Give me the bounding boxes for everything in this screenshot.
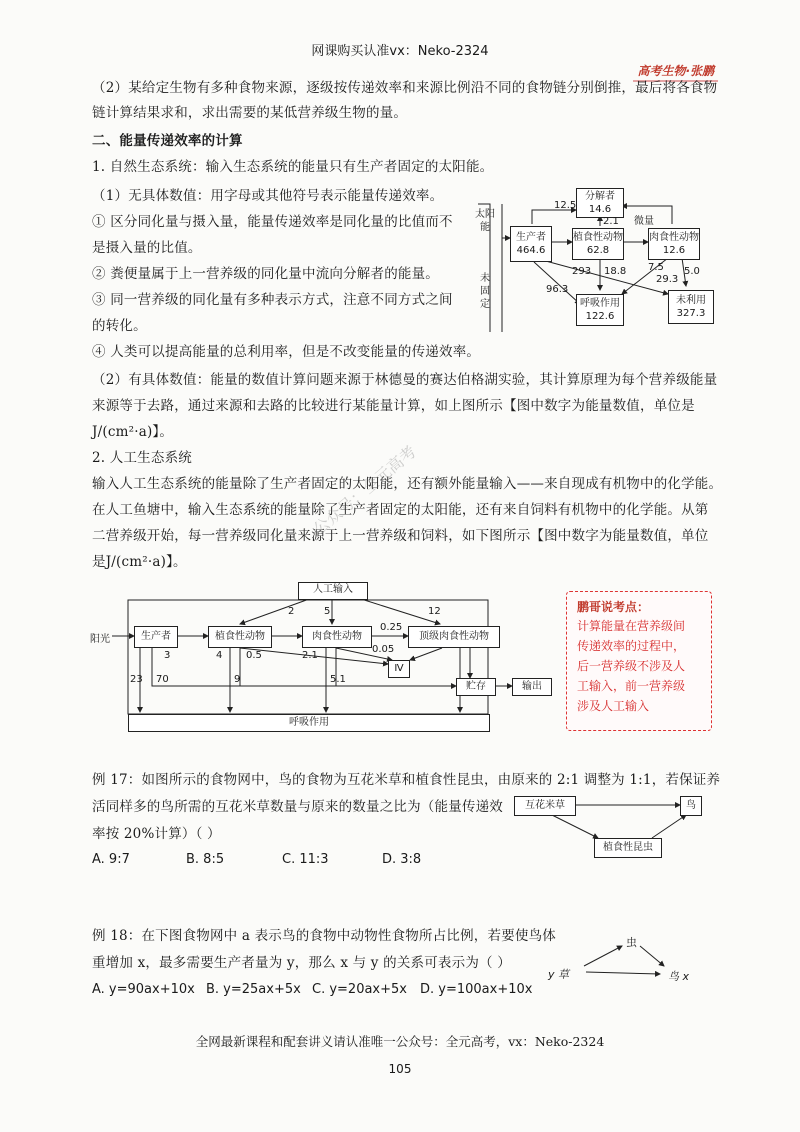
fig2-top-carnivore-box: 顶级肉食性动物 [408, 626, 500, 648]
artificial-ecosystem-title: 2. 人工生态系统 [92, 450, 192, 466]
fig2-label-2: 2 [288, 606, 295, 617]
art-para-line-2: 在人工鱼塘中，输入生态系统的能量除了生产者固定的太阳能，还有来自饲料有机物中的化学能。从第 [92, 502, 709, 518]
fig1-unused-box [668, 290, 714, 324]
fig2-sun-label: 阳光 [90, 634, 110, 645]
artificial-energy-flow-diagram [90, 580, 560, 740]
fig1-decomposer-box [576, 188, 624, 218]
fig2-label-0-25: 0.25 [380, 622, 403, 633]
fig2-output-box: 输出 [512, 678, 552, 696]
fig1-herbivore-box [572, 228, 624, 260]
fig1-decomposer-name: 分解者 [585, 191, 615, 202]
ex18-bird-label: 鸟 x [668, 970, 690, 983]
nat-para2-line-3: J/(cm²·a)】。 [92, 424, 174, 440]
nat-para2-line-1: （2）有具体数值：能量的数值计算问题来源于林德曼的赛达伯格湖实验，其计算原理为每个营养级能量 [92, 372, 718, 388]
section-heading: 二、能量传递效率的计算 [92, 133, 243, 149]
nat-item-7: ④ 人类可以提高能量的总利用率，但是不改变能量的传递效率。 [92, 344, 481, 360]
ex17-option-c[interactable]: C. 11:3 [282, 852, 329, 867]
natural-ecosystem-title: 1. 自然生态系统：输入生态系统的能量只有生产者固定的太阳能。 [92, 159, 494, 175]
fig1-carnivore-box [648, 228, 700, 260]
fig1-label-18-8: 18.8 [604, 266, 627, 277]
fig1-label-weiliang: 微量 [634, 216, 654, 227]
fig1-unused-value: 327.3 [676, 308, 706, 319]
fig2-label-0-05: 0.05 [372, 644, 395, 655]
fig2-input-box: 人工输入 [298, 582, 368, 600]
fig2-label-12: 12 [428, 606, 441, 617]
fig1-respiration-value: 122.6 [585, 311, 615, 322]
art-para-line-4: 是J/(cm²·a)】。 [92, 554, 187, 570]
fig2-producer-box: 生产者 [134, 626, 178, 648]
ex18-option-b[interactable]: B. y=25ax+5x [206, 982, 301, 997]
fig1-label-293: 293 [572, 266, 592, 277]
fig1-label-7-5: 7.5 [648, 262, 664, 273]
fig1-decomposer-value: 14.6 [588, 204, 612, 215]
art-para-line-3: 二营养级开始，每一营养级同化量来源于上一营养级和饲料，如下图所示【图中数字为能量数值，单位 [92, 528, 709, 544]
ex17-option-a[interactable]: A. 9:7 [92, 852, 130, 867]
tip-line-2: 传递效率的过程中， [577, 639, 686, 653]
header-tag: 高考生物·张鹏 [633, 62, 718, 82]
fig2-label-23: 23 [130, 674, 143, 685]
fig2-respiration-box: 呼吸作用 [128, 714, 490, 732]
fig1-sun-label: 太阳能 [475, 209, 495, 233]
ex18-line-1: 例 18：在下图食物网中 a 表示鸟的食物中动物性食物所占比例，若要使鸟体 [92, 928, 556, 944]
tip-line-1: 计算能量在营养级间 [577, 619, 686, 633]
fig1-respiration-box [576, 294, 624, 326]
top-watermark: 网课购买认准vx：Neko-2324 [311, 44, 489, 59]
ex17-option-b[interactable]: B. 8:5 [186, 852, 225, 867]
fig2-label-5-1: 5.1 [330, 674, 346, 685]
nat-item-2: ① 区分同化量与摄入量，能量传递效率是同化量的比值而不 [92, 214, 453, 230]
fig1-label-96-3: 96.3 [546, 284, 569, 295]
fig2-storage-box: 贮存 [456, 678, 496, 696]
fig2-carnivore-box: 肉食性动物 [302, 626, 372, 648]
ex17-bird-box: 鸟 [680, 796, 702, 816]
fig1-label-5-0: 5.0 [684, 266, 700, 277]
fig1-producer-box [510, 226, 552, 262]
natural-energy-flow-diagram [472, 182, 722, 332]
fig2-label-9: 9 [234, 674, 241, 685]
fig2-label-70: 70 [156, 674, 169, 685]
ex17-line-1: 例 17：如图所示的食物网中，鸟的食物为互花米草和植食性昆虫，由原来的 2:1 调整为 1:1，若保证养 [92, 772, 721, 788]
nat-item-5: ③ 同一营养级的同化量有多种表示方式，注意不同方式之间 [92, 292, 453, 308]
nat-item-4: ② 粪便量属于上一营养级的同化量中流向分解者的能量。 [92, 266, 439, 282]
tip-title: 鹏哥说考点： [577, 600, 650, 614]
nat-item-3: 是摄入量的比值。 [92, 240, 202, 256]
fig2-label-2-1: 2.1 [302, 650, 318, 661]
tip-line-5: 涉及人工输入 [577, 699, 650, 713]
nat-item-6: 的转化。 [92, 318, 147, 334]
fig1-unfixed-label: 未固定 [480, 273, 490, 310]
fig2-label-0-5: 0.5 [246, 650, 262, 661]
fig1-label-29-3: 29.3 [656, 274, 679, 285]
exam-point-tip [566, 591, 712, 731]
tip-line-3: 后一营养级不涉及人 [577, 659, 686, 673]
fig1-producer-value: 464.6 [516, 245, 546, 256]
intro-line-1: （2）某给定生物有多种食物来源，逐级按传递效率和来源比例沿不同的食物链分别倒推，最后将各食物 [92, 80, 718, 96]
nat-item-1: （1）无具体数值：用字母或其他符号表示能量传递效率。 [92, 188, 444, 204]
fig1-herbivore-value: 62.8 [586, 245, 610, 256]
fig1-label-2-1: 2.1 [603, 216, 619, 227]
ex17-insect-box: 植食性昆虫 [594, 838, 662, 858]
fig2-label-5: 5 [324, 606, 331, 617]
ex17-line-3: 率按 20%计算）（ ） [92, 826, 221, 842]
watermark-stamp: 公众号：全元高考 [309, 441, 420, 539]
fig1-unused-name: 未利用 [676, 295, 706, 306]
ex18-option-a[interactable]: A. y=90ax+10x [92, 982, 195, 997]
ex18-insect-label: 虫 [626, 936, 637, 949]
tip-line-4: 工输入，前一营养级 [577, 679, 686, 693]
ex17-option-d[interactable]: D. 3:8 [382, 852, 422, 867]
fig2-four-box: Ⅳ [388, 660, 410, 678]
nat-para2-line-2: 来源等于去路，通过来源和去路的比较进行某能量计算，如上图所示【图中数字为能量数值，单位是 [92, 398, 695, 414]
fig1-herbivore-name: 植食性动物 [573, 232, 623, 243]
ex18-grass-label: y 草 [548, 968, 570, 981]
fig2-label-4: 4 [216, 650, 223, 661]
fig1-respiration-name: 呼吸作用 [580, 298, 620, 309]
ex17-grass-box: 互花米草 [514, 796, 576, 816]
fig1-carnivore-value: 12.6 [662, 245, 686, 256]
art-para-line-1: 输入人工生态系统的能量除了生产者固定的太阳能，还有额外能量输入——来自现成有机物中的化学能。 [92, 476, 723, 492]
fig2-label-3: 3 [164, 650, 171, 661]
fig1-label-12-5: 12.5 [554, 200, 577, 211]
fig2-herbivore-box: 植食性动物 [208, 626, 272, 648]
ex18-option-d[interactable]: D. y=100ax+10x [420, 982, 533, 997]
intro-line-2: 链计算结果求和，求出需要的某低营养级生物的量。 [92, 105, 408, 121]
ex17-food-web [512, 794, 702, 860]
ex18-line-2: 重增加 x，最多需要生产者量为 y，那么 x 与 y 的关系可表示为（ ） [92, 955, 511, 971]
ex18-option-c[interactable]: C. y=20ax+5x [312, 982, 407, 997]
fig1-producer-name: 生产者 [516, 232, 546, 243]
footer-watermark: 全网最新课程和配套讲义请认准唯一公众号：全元高考，vx：Neko-2324 [195, 1034, 605, 1049]
ex17-line-2: 活同样多的鸟所需的互花米草数量与原来的数量之比为（能量传递效 [92, 799, 503, 815]
ex18-food-web [548, 932, 718, 990]
fig1-carnivore-name: 肉食性动物 [649, 232, 699, 243]
page-number: 105 [388, 1062, 412, 1076]
